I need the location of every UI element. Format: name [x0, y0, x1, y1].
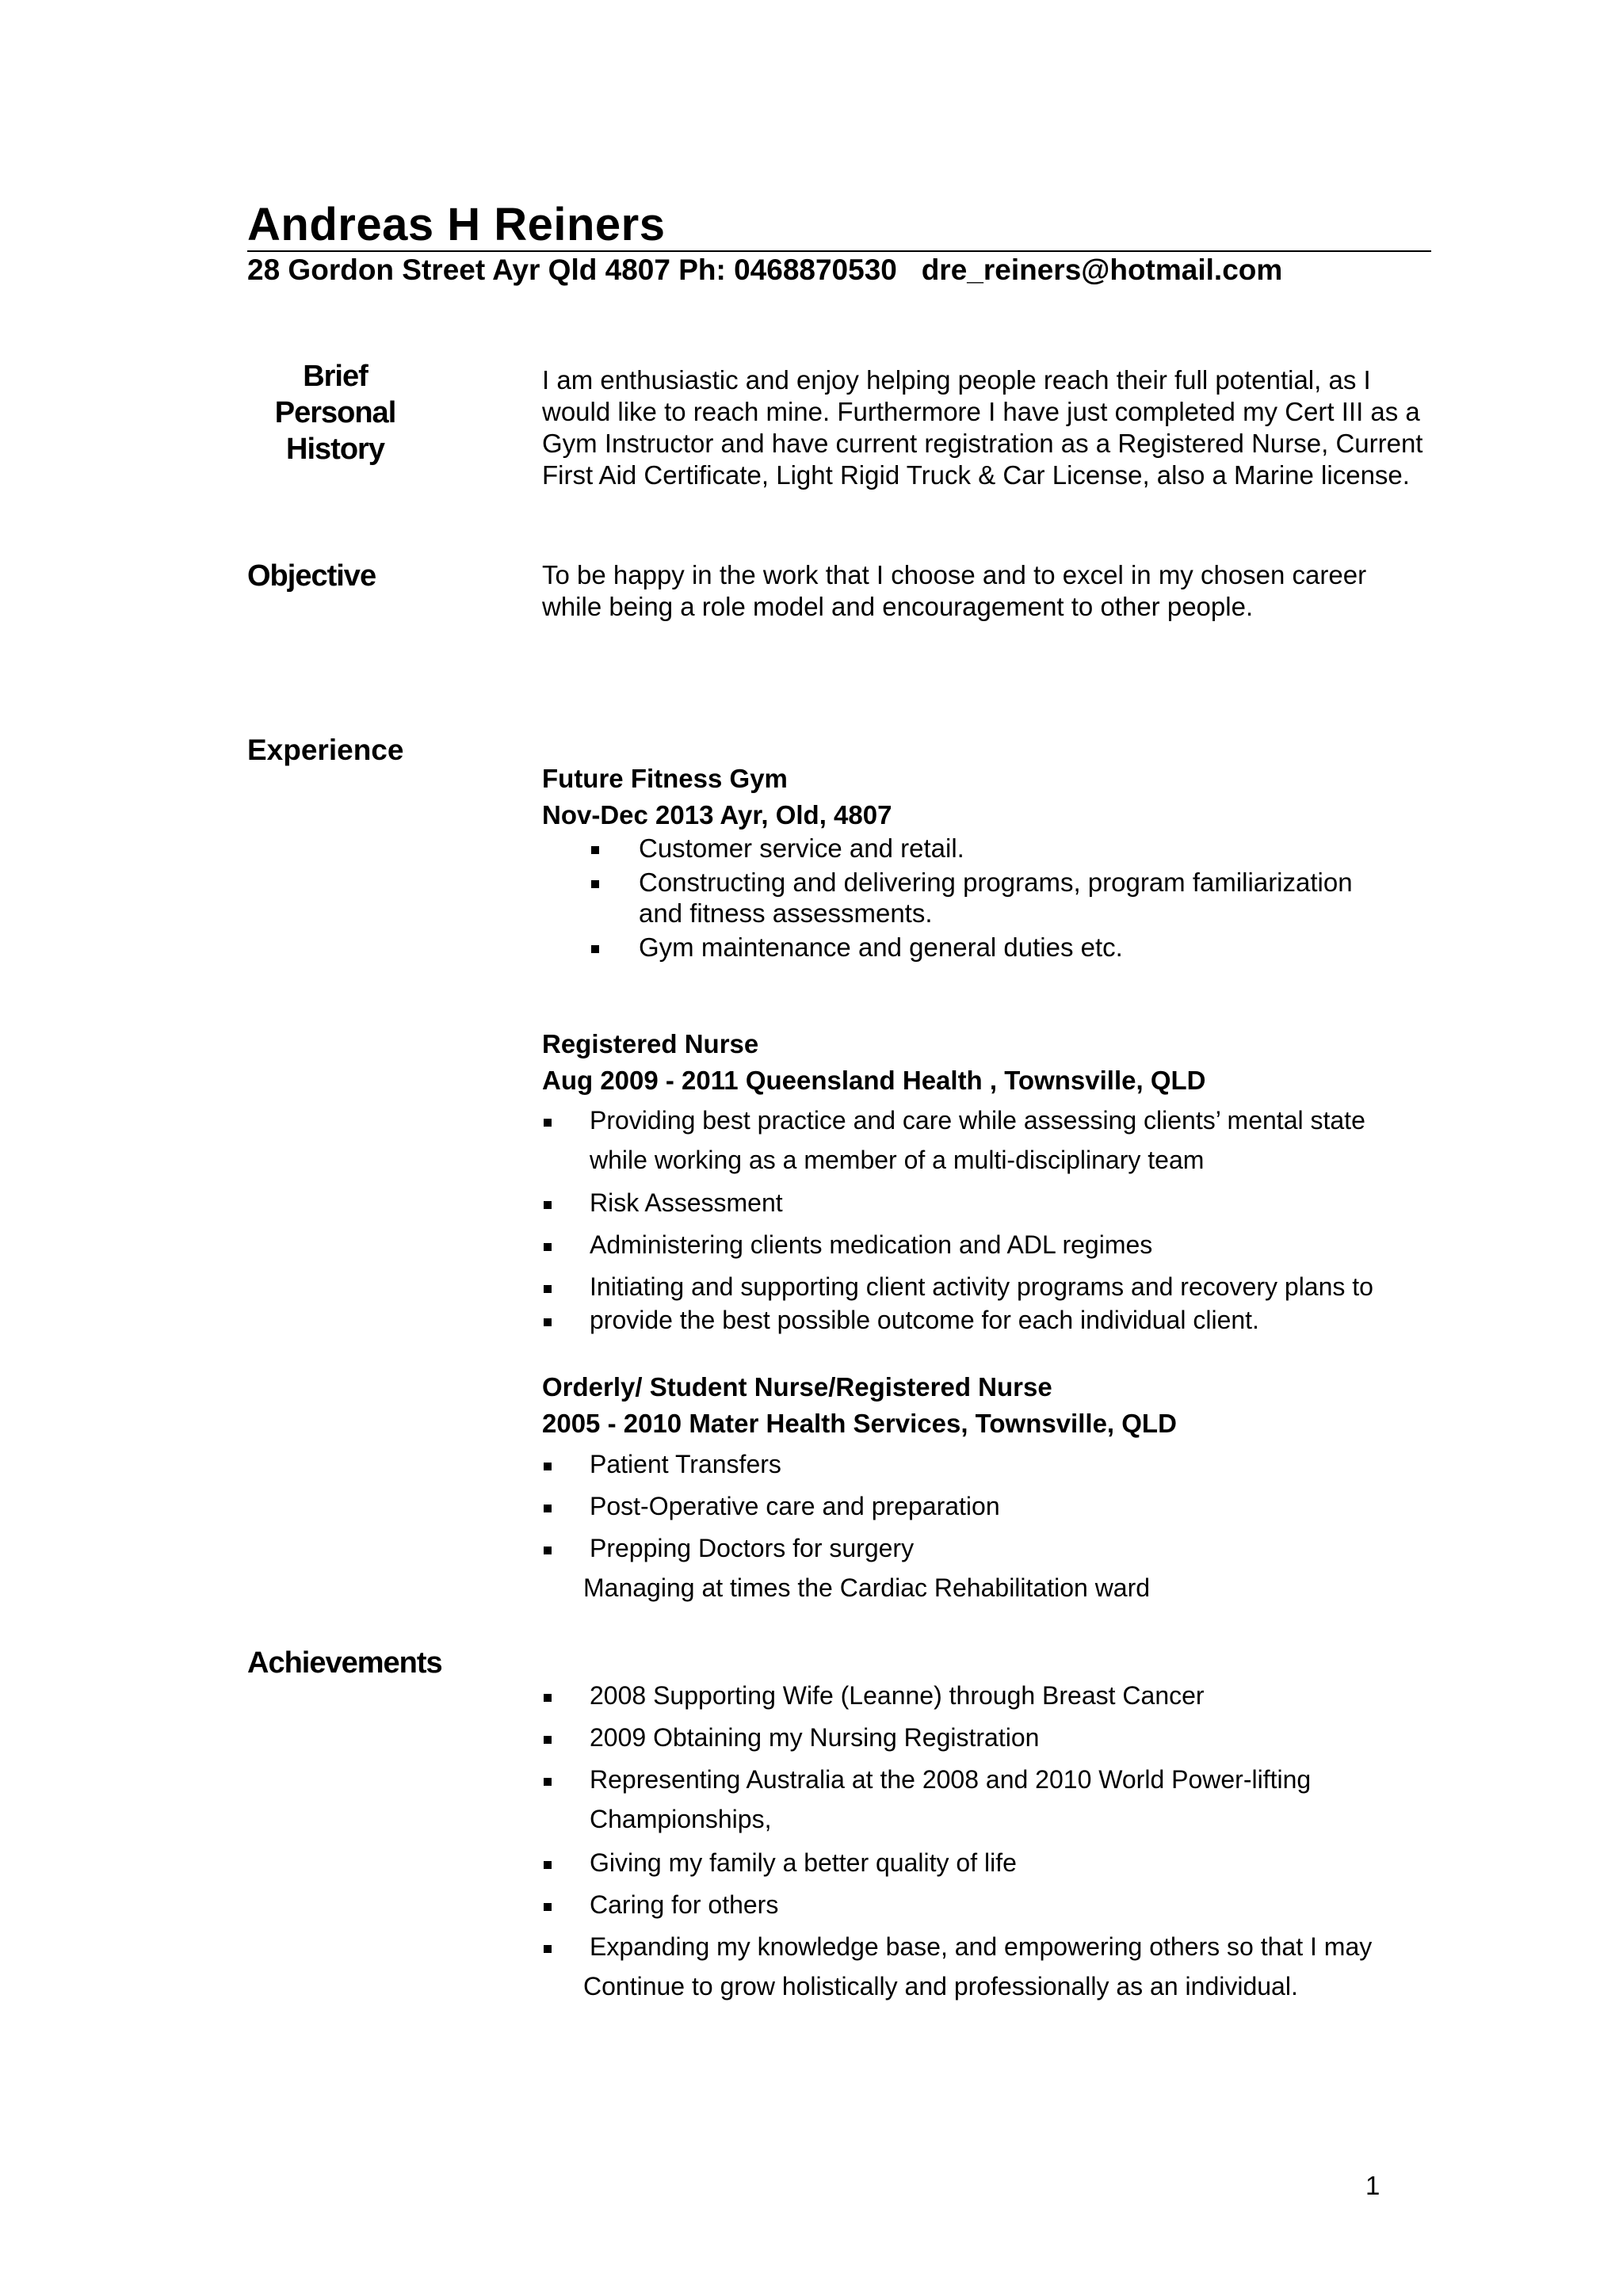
job-item: Administering clients medication and ADL regimes [590, 1230, 1153, 1259]
achievement-item: Representing Australia at the 2008 and 2010 World Power-lifting [590, 1765, 1312, 1794]
achievement-item: Expanding my knowledge base, and empowering others so that I may [590, 1932, 1373, 1961]
job-title: Future Fitness Gym [542, 764, 788, 793]
personal-history-text: I am enthusiastic and enjoy helping people reach their full potential, as I would like to reach mine. Furthermore I have just completed my Cert III as a Gym Instructor and have current registration as a Registered Nurse, Current First Aid Certificate, Light Rigid Truck & Car License, also a Marine license. [542, 365, 1423, 490]
job-item: Patient Transfers [590, 1450, 781, 1478]
job-title: Registered Nurse [542, 1029, 759, 1058]
bullet [544, 1119, 552, 1127]
achievement-item: Giving my family a better quality of life [590, 1848, 1017, 1877]
job-details: Nov-Dec 2013 Ayr, Old, 4807 [542, 800, 892, 830]
job-details: 2005 - 2010 Mater Health Services, Townsville, QLD [542, 1409, 1177, 1438]
bullet [544, 1201, 552, 1209]
bullet [544, 1903, 552, 1911]
bullet [544, 1736, 552, 1744]
job-item: Initiating and supporting client activity programs and recovery plans to [590, 1272, 1373, 1301]
applicant-name: Andreas H Reiners [247, 199, 666, 250]
header-divider [247, 250, 1431, 252]
personal-history-heading [247, 358, 423, 467]
bullet [591, 880, 599, 888]
contact-details: 28 Gordon Street Ayr Qld 4807 Ph: 0468870530 dre_reiners@hotmail.com [247, 254, 1283, 286]
job-item: Post-Operative care and preparation [590, 1492, 1000, 1520]
job-item: Constructing and delivering programs, program familiarization [639, 868, 1353, 897]
bullet [591, 846, 599, 854]
personal-history-heading-line1: Brief Personal [274, 360, 396, 429]
achievement-item: Championships, [590, 1805, 772, 1833]
bullet [544, 1778, 552, 1786]
bullet [544, 1945, 552, 1953]
job-item: Customer service and retail. [639, 833, 964, 863]
job-item: Managing at times the Cardiac Rehabilitation ward [583, 1573, 1151, 1602]
job-item: provide the best possible outcome for each individual client. [590, 1306, 1259, 1334]
achievement-item: Continue to grow holistically and professionally as an individual. [583, 1972, 1298, 2000]
experience-heading: Experience [247, 734, 404, 766]
bullet [591, 945, 599, 953]
achievements-heading: Achievements [247, 1646, 442, 1680]
bullet [544, 1547, 552, 1554]
bullet [544, 1463, 552, 1470]
achievement-item: Caring for others [590, 1890, 779, 1919]
bullet [544, 1694, 552, 1702]
job-item: and fitness assessments. [639, 898, 933, 928]
objective-heading: Objective [247, 559, 376, 593]
job-item: Risk Assessment [590, 1188, 783, 1217]
job-item: Prepping Doctors for surgery [590, 1534, 915, 1562]
bullet [544, 1318, 552, 1326]
bullet [544, 1505, 552, 1512]
bullet [544, 1243, 552, 1251]
bullet [544, 1285, 552, 1293]
bullet [544, 1861, 552, 1869]
personal-history-heading-line2: History [286, 433, 384, 466]
objective-text: To be happy in the work that I choose and to excel in my chosen career while being a role model and encouragement to other people. [542, 560, 1367, 621]
achievement-item: 2008 Supporting Wife (Leanne) through Breast Cancer [590, 1681, 1205, 1710]
job-item: while working as a member of a multi-disciplinary team [590, 1146, 1205, 1174]
job-title: Orderly/ Student Nurse/Registered Nurse [542, 1372, 1052, 1402]
job-details: Aug 2009 - 2011 Queensland Health , Townsville, QLD [542, 1066, 1206, 1095]
job-item: Gym maintenance and general duties etc. [639, 933, 1123, 962]
job-item: Providing best practice and care while assessing clients’ mental state [590, 1106, 1365, 1135]
achievement-item: 2009 Obtaining my Nursing Registration [590, 1723, 1040, 1752]
page-number: 1 [1365, 2171, 1381, 2200]
